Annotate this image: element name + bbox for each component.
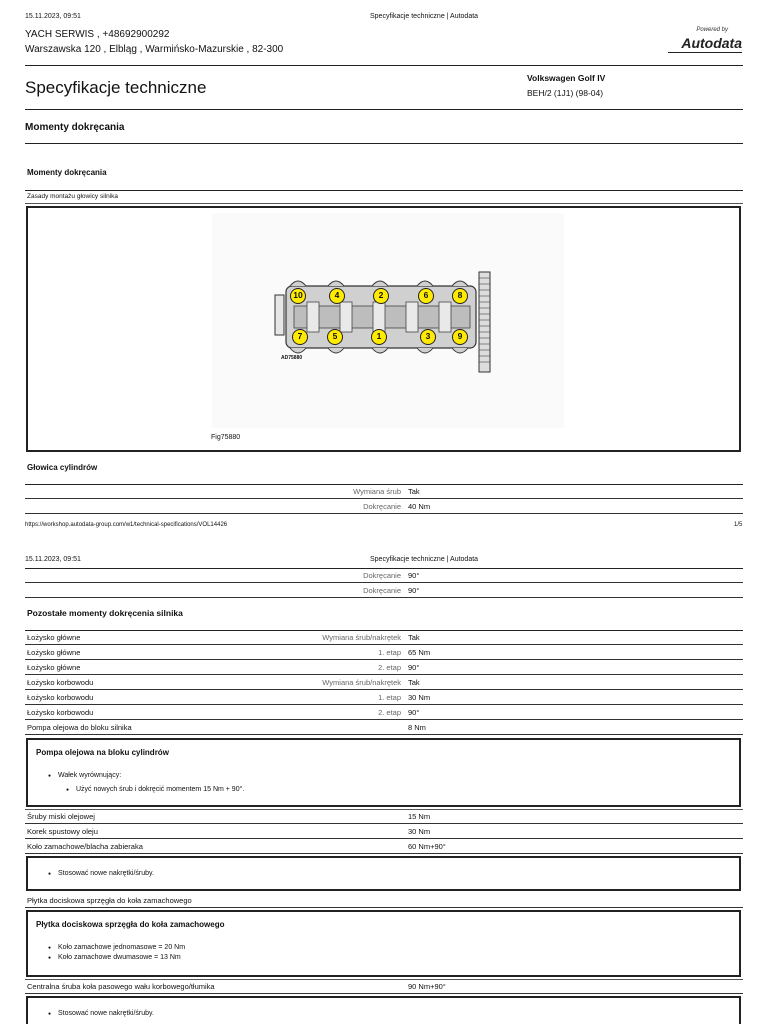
table-row	[25, 660, 743, 675]
timing-gear	[479, 272, 490, 372]
row-value: 40 Nm	[408, 502, 431, 511]
row-value: 15 Nm	[408, 812, 431, 821]
table-row	[25, 568, 743, 583]
print-doc-title-p2: Specyfikacje techniczne | Autodata	[370, 556, 479, 563]
row-part: Śruby miski olejowej	[27, 812, 95, 821]
table-row	[25, 705, 743, 720]
other-torques-title: Pozostałe momenty dokręcenia silnika	[27, 608, 183, 618]
row-label: Dokręcanie	[363, 586, 401, 595]
footer-url[interactable]: https://workshop.autodata-group.com/w1/technical-specifications/VOL14426	[25, 522, 228, 528]
note-box-pulley	[26, 996, 741, 1024]
table-row	[25, 893, 743, 908]
table-row	[25, 824, 743, 839]
table-row	[25, 809, 743, 824]
print-doc-title: Specyfikacje techniczne | Autodata	[370, 13, 479, 20]
note-box-oil-pump	[26, 738, 741, 807]
figure-caption-top: Zasady montażu głowicy silnika	[27, 193, 119, 200]
bolt-marker-5: 5	[327, 329, 343, 345]
row-step: 1. etap	[378, 693, 401, 702]
note-box-flywheel	[26, 856, 741, 891]
head-lobes-top	[290, 281, 468, 286]
bolt-marker-9: 9	[452, 329, 468, 345]
row-value: Tak	[408, 633, 420, 642]
autodata-underline	[668, 52, 742, 53]
row-part: Łożysko korbowodu	[27, 693, 94, 702]
table-row	[25, 720, 743, 735]
row-value: 90°	[408, 663, 420, 672]
header-divider	[25, 65, 743, 66]
row-part: Płytka dociskowa sprzęgła do koła zamachowego	[27, 896, 192, 905]
row-value: Tak	[408, 487, 420, 496]
company-line-2: Warszawska 120 , Elbląg , Warmińsko-Mazurskie , 82-300	[25, 44, 284, 55]
row-step: 2. etap	[378, 708, 401, 717]
row-value: 90°	[408, 586, 420, 595]
row-value: 90 Nm+90°	[408, 982, 446, 991]
company-line-1: YACH SERWIS , +48692900292	[25, 29, 170, 40]
note-bullet: ● Wałek wyrównujący:	[58, 772, 121, 779]
row-value: Tak	[408, 678, 420, 687]
powered-by-text: Powered by	[696, 27, 728, 33]
row-label: Dokręcanie	[363, 502, 401, 511]
bolt-marker-3: 3	[420, 329, 436, 345]
row-value: 30 Nm	[408, 693, 431, 702]
table-row	[25, 630, 743, 645]
bolt-marker-7: 7	[292, 329, 308, 345]
section-divider	[25, 143, 743, 144]
row-part: Centralna śruba koła pasowego wału korbowego/tłumika	[27, 982, 215, 991]
row-part: Łożysko korbowodu	[27, 708, 94, 717]
row-value: 65 Nm	[408, 648, 431, 657]
row-part: Łożysko główne	[27, 633, 81, 642]
row-step: Wymiana śrub/nakrętek	[322, 633, 401, 642]
cylinder-head-title: Głowica cylindrów	[27, 463, 98, 472]
row-value: 90°	[408, 571, 420, 580]
title-divider	[25, 109, 743, 110]
page-title: Specyfikacje techniczne	[25, 78, 207, 97]
row-value: 90°	[408, 708, 420, 717]
cylinder-head-drawing	[28, 208, 743, 454]
row-step: 2. etap	[378, 663, 401, 672]
row-value: 30 Nm	[408, 827, 431, 836]
row-value: 8 Nm	[408, 723, 426, 732]
subsection-title: Momenty dokręcania	[27, 168, 107, 177]
row-part: Pompa olejowa do bloku silnika	[27, 723, 132, 732]
table-row	[25, 839, 743, 854]
vehicle-code: BEH/2 (1J1) (98-04)	[527, 88, 604, 98]
table-row	[25, 499, 743, 514]
note-bullet: ● Stosować nowe nakrętki/śruby.	[58, 870, 154, 877]
row-step: 1. etap	[378, 648, 401, 657]
table-row	[25, 484, 743, 499]
note-title: Płytka dociskowa sprzęgła do koła zamachowego	[36, 920, 225, 929]
table-row	[25, 583, 743, 598]
bolt-marker-8: 8	[452, 288, 468, 304]
bolt-marker-10: 10	[290, 288, 306, 304]
head-lobes-bottom	[290, 348, 468, 353]
section-title: Momenty dokręcania	[25, 122, 125, 133]
table-row	[25, 645, 743, 660]
table-row	[25, 690, 743, 705]
note-sub-bullet: ● Użyć nowych śrub i dokręcić momentem 15 Nm + 90°.	[76, 786, 244, 793]
note-bullet: ● Koło zamachowe dwumasowe = 13 Nm	[58, 954, 181, 961]
row-label: Wymiana śrub	[353, 487, 401, 496]
row-step: Wymiana śrub/nakrętek	[322, 678, 401, 687]
figure-box	[26, 206, 741, 452]
row-part: Łożysko główne	[27, 663, 81, 672]
subsection-divider	[25, 190, 743, 191]
row-label: Dokręcanie	[363, 571, 401, 580]
print-datetime-p2: 15.11.2023, 09:51	[25, 556, 81, 563]
bolt-marker-6: 6	[418, 288, 434, 304]
note-bullet: ● Koło zamachowe jednomasowe = 20 Nm	[58, 944, 185, 951]
table-row	[25, 979, 743, 994]
bolt-marker-1: 1	[371, 329, 387, 345]
vehicle-name: Volkswagen Golf IV	[527, 73, 606, 83]
bolt-marker-4: 4	[329, 288, 345, 304]
figure-label: Fig75880	[211, 434, 241, 441]
note-title: Pompa olejowa na bloku cylindrów	[36, 748, 169, 757]
figure-top-divider	[25, 203, 743, 204]
print-datetime: 15.11.2023, 09:51	[25, 13, 81, 20]
figure-code: AD75880	[281, 355, 303, 361]
row-part: Łożysko główne	[27, 648, 81, 657]
footer-page-number: 1/5	[734, 522, 743, 528]
row-part: Łożysko korbowodu	[27, 678, 94, 687]
table-row	[25, 675, 743, 690]
note-box-clutch-plate	[26, 910, 741, 977]
autodata-brand-text: Autodata	[681, 35, 742, 51]
row-part: Korek spustowy oleju	[27, 827, 98, 836]
note-bullet: ● Stosować nowe nakrętki/śruby.	[58, 1010, 154, 1017]
bolt-marker-2: 2	[373, 288, 389, 304]
row-value: 60 Nm+90°	[408, 842, 446, 851]
autodata-logo	[664, 27, 744, 55]
row-part: Koło zamachowe/blacha zabieraka	[27, 842, 143, 851]
cover-plate	[275, 295, 284, 335]
